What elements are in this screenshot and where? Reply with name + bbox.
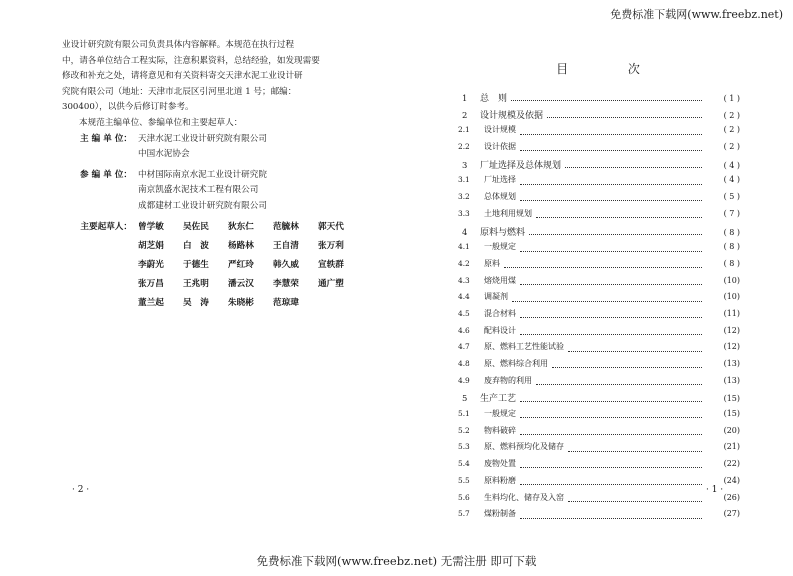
toc-entry-title: 废物处置 [484,459,516,469]
chief-unit: 中国水泥协会 [138,149,190,160]
toc-list [458,91,740,525]
toc-entry-page: (13) [723,375,740,385]
toc-entry[interactable] [458,408,740,425]
toc-leader-dots [520,483,702,485]
toc-leader-dots [504,266,702,268]
drafter-name: 李慧荣 [273,278,299,289]
toc-entry-title: 设计规模及依据 [480,110,544,121]
toc-entry[interactable] [458,441,740,458]
toc-leader-dots [520,333,702,335]
chief-units-block [62,132,362,163]
toc-entry-title: 原料与燃料 [480,227,526,238]
toc-entry-title: 总体规划 [484,192,516,202]
toc-entry-page: ( 4 ) [723,175,740,185]
toc-entry-page: (15) [723,409,740,419]
toc-entry-number: 4 [462,226,468,237]
toc-entry-page: (22) [723,459,740,469]
toc-leader-dots [520,416,702,418]
toc-entry-page: (11) [723,308,740,318]
toc-entry-title: 总 则 [480,94,508,104]
toc-leader-dots [520,183,702,185]
drafter-name: 郭天代 [318,221,344,232]
toc-entry[interactable] [458,508,740,525]
drafter-name: 白 波 [183,240,209,251]
toc-entry-number: 5.1 [458,409,470,419]
toc-entry-number: 5.2 [458,425,470,435]
drafter-name: 范琼瑋 [273,297,299,308]
toc-entry-title: 调凝剂 [484,292,508,302]
chief-units-label: 主 编 单 位： [80,133,132,144]
intro-paragraph [62,38,362,132]
drafter-name: 杨路林 [228,240,254,251]
toc-entry-title: 原料 [484,258,500,268]
toc-entry-number: 3.3 [458,208,470,218]
drafter-name: 范毓林 [273,221,299,232]
toc-leader-dots [520,466,702,468]
right-page-number: · 1 · [706,485,724,495]
toc-entry-page: (27) [723,509,740,519]
toc-leader-dots [568,500,702,502]
drafters-grid [138,218,363,313]
toc-entry-title: 生产工艺 [480,394,517,405]
intro-line: 中，请各单位结合工程实际，注意积累资料，总结经验，如发现需要 [62,55,320,66]
toc-leader-dots [568,350,702,352]
toc-entry-title: 熔烧用煤 [484,275,516,285]
intro-line: 300400），以供今后修订时参考。 [62,102,194,113]
drafter-name: 吴佐民 [183,221,209,232]
watermark-bottom: 免费标准下载网(www.freebz.net) 无需注册 即可下载 [256,554,537,568]
toc-entry[interactable] [458,208,740,225]
toc-entry-number: 5.7 [458,509,470,519]
drafter-name: 于德生 [183,259,209,270]
toc-leader-dots [547,116,702,118]
toc-entry-page: (12) [723,325,740,335]
toc-entry[interactable] [458,458,740,475]
toc-entry[interactable] [458,492,740,509]
drafter-name: 韩久威 [273,259,299,270]
toc-entry-title: 混合材料 [484,308,516,318]
toc-entry[interactable] [458,475,740,492]
toc-entry[interactable] [458,358,740,375]
toc-entry[interactable] [458,325,740,342]
toc-entry-title: 物料破碎 [484,425,516,435]
participant-unit: 南京凯盛水泥技术工程有限公司 [138,185,259,196]
toc-entry-page: (21) [723,442,740,452]
toc-entry-title: 原、燃料工艺性能试验 [484,342,564,352]
toc-entry[interactable] [458,275,740,292]
toc-entry-page: ( 2 ) [723,110,740,120]
toc-entry-page: ( 1 ) [723,94,740,103]
toc-entry-number: 5.5 [458,475,470,485]
toc-entry-page: (10) [723,275,740,285]
toc-leader-dots [520,149,702,151]
toc-entry[interactable] [458,425,740,442]
toc-entry-page: (13) [723,359,740,368]
toc-entry-title: 煤粉制备 [484,509,516,519]
toc-entry-number: 4.8 [458,359,470,368]
toc-entry-number: 3 [462,159,468,170]
watermark-top: 免费标准下载网(www.freebz.net) [610,8,783,21]
drafter-name: 张万利 [318,240,344,251]
toc-entry-number: 1 [462,93,468,103]
toc-entry[interactable] [458,241,740,258]
toc-entry-number: 4.4 [458,292,470,302]
toc-entry-title: 原料粉磨 [484,475,516,485]
toc-leader-dots [512,300,702,302]
toc-entry-title: 配料设计 [484,325,516,335]
drafter-name: 朱晓彬 [228,297,254,308]
toc-entry-number: 4.1 [458,242,470,252]
toc-entry-number: 3.1 [458,175,470,185]
toc-entry-number: 4.9 [458,375,470,385]
toc-leader-dots [536,216,702,218]
toc-entry-title: 土地利用规划 [484,208,532,218]
toc-entry-page: (20) [723,425,740,435]
intro-line: 究院有限公司（地址：天津市北辰区引河里北道 1 号；邮编： [62,86,297,97]
toc-leader-dots [520,250,702,252]
toc-entry[interactable] [458,375,740,392]
toc-leader-dots [565,166,702,168]
toc-entry[interactable] [458,108,740,125]
toc-entry-number: 2.2 [458,142,470,152]
toc-entry-page: ( 2 ) [723,142,740,152]
toc-entry-number: 4.2 [458,258,470,268]
toc-entry-title: 厂址选择及总体规划 [480,160,562,171]
drafter-name: 张万昌 [138,278,164,289]
toc-leader-dots [536,383,702,385]
toc-leader-dots [520,283,702,285]
toc-entry-page: ( 8 ) [723,258,740,268]
toc-entry-number: 4.6 [458,325,470,335]
toc-entry[interactable] [458,341,740,358]
drafter-name: 董兰起 [138,297,164,308]
drafters-block [62,218,362,313]
toc-entry-page: ( 7 ) [723,208,740,218]
drafter-name: 宣轶群 [318,259,344,270]
toc-leader-dots [520,400,702,402]
toc-entry[interactable] [458,174,740,191]
toc-entry-number: 4.5 [458,308,470,318]
drafters-label: 主要起草人： [80,221,132,232]
drafter-name: 吴 涛 [183,297,209,308]
toc-entry-number: 4.7 [458,342,470,352]
toc-entry-number: 5 [462,393,468,404]
toc-entry-title: 设计规模 [484,125,516,135]
participant-units-block [62,168,362,215]
toc-entry-number: 2.1 [458,125,470,135]
toc-entry-page: ( 4 ) [723,160,740,170]
toc-leader-dots [511,99,702,101]
toc-entry-title: 原、燃料预均化及储存 [484,442,564,452]
right-page-toc [458,60,740,525]
toc-entry-page: ( 2 ) [723,125,740,135]
toc-entry[interactable] [458,158,740,175]
toc-leader-dots [552,366,702,368]
toc-entry-page: ( 8 ) [723,227,740,237]
toc-title: 目 次 [556,62,668,76]
participant-units-label: 参 编 单 位： [80,169,132,180]
toc-entry-number: 4.3 [458,275,470,285]
toc-entry-page: (12) [723,342,740,352]
toc-entry[interactable] [458,258,740,275]
left-page-number: · 2 · [72,485,90,495]
chief-unit: 天津水泥工业设计研究院有限公司 [138,133,267,144]
toc-leader-dots [520,199,702,201]
drafter-name: 李蔚光 [138,259,164,270]
toc-entry[interactable] [458,91,740,108]
toc-entry-number: 5.6 [458,492,470,502]
toc-entry-number: 5.4 [458,459,470,469]
toc-entry-page: (10) [723,292,740,302]
drafter-name: 通广塑 [318,278,344,289]
toc-leader-dots [520,133,702,135]
intro-line: 修改和补充之处，请将意见和有关资料寄交天津水泥工业设计研 [62,71,303,82]
toc-entry[interactable] [458,225,740,242]
toc-entry-number: 2 [462,109,468,120]
intro-line: 业设计研究院有限公司负责具体内容解释。本规范在执行过程 [62,40,295,50]
toc-entry[interactable] [458,191,740,208]
toc-leader-dots [520,316,702,318]
toc-entry-title: 厂址选择 [484,175,516,185]
toc-leader-dots [520,517,702,519]
toc-entry-page: (26) [723,492,740,502]
toc-leader-dots [529,233,702,235]
toc-entry-page: (24) [723,475,740,485]
toc-entry[interactable] [458,141,740,158]
toc-entry[interactable] [458,291,740,308]
drafter-name: 潘云汉 [228,278,254,289]
toc-entry-page: (15) [723,394,740,404]
drafter-name: 严红玲 [228,259,254,270]
toc-entry-title: 设计依据 [484,142,516,152]
toc-entry-title: 一般规定 [484,242,516,252]
toc-leader-dots [520,433,702,435]
toc-entry[interactable] [458,124,740,141]
closing-line: 本规范主编单位、参编单位和主要起草人： [79,117,243,128]
toc-entry[interactable] [458,308,740,325]
toc-entry-number: 3.2 [458,192,470,202]
toc-leader-dots [568,450,702,452]
toc-entry-title: 废弃物的利用 [484,375,532,385]
drafter-name: 狄东仁 [228,221,254,232]
toc-entry-number: 5.3 [458,442,470,452]
participant-unit: 中材国际南京水泥工业设计研究院 [138,169,267,180]
drafter-name: 胡芝娟 [138,240,164,251]
toc-entry-title: 原、燃料综合利用 [484,359,548,368]
toc-entry-page: ( 5 ) [723,192,740,202]
toc-entry-title: 一般规定 [484,409,516,419]
toc-entry-page: ( 8 ) [723,242,740,252]
drafter-name: 王自清 [273,240,299,251]
left-page [62,38,362,313]
drafter-name: 王兆明 [183,278,209,289]
toc-entry[interactable] [458,391,740,408]
drafter-name: 曾学敏 [138,221,164,232]
participant-unit: 成都建材工业设计研究院有限公司 [138,200,267,211]
toc-entry-title: 生料均化、储存及入窑 [484,492,564,502]
